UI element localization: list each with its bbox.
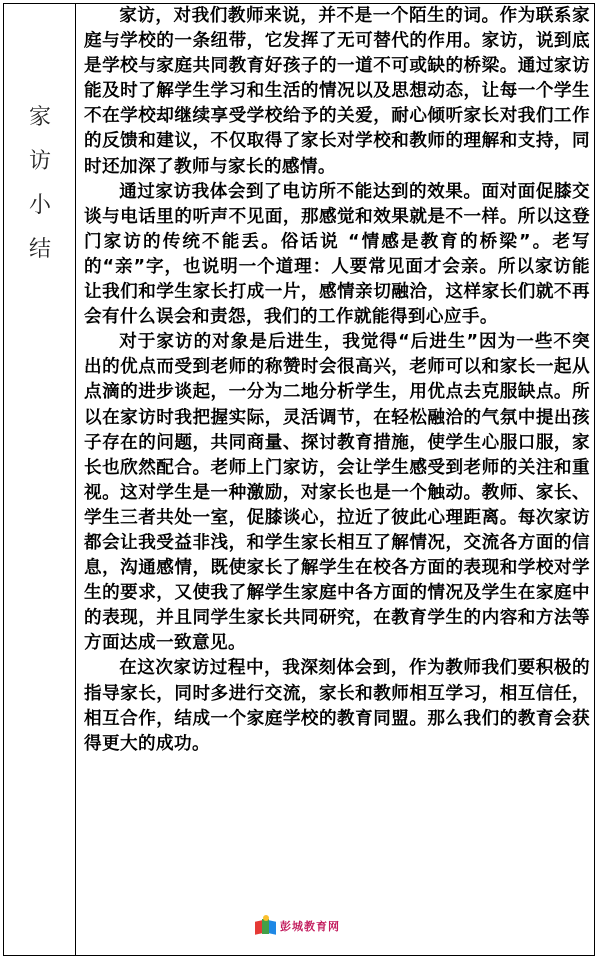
paragraph-1: 家访，对我们教师来说，并不是一个陌生的词。作为联系家庭与学校的一条纽带，它发挥了无可替代的作用。家访，说到底是学校与家庭共同教育好孩子的一道不可或缺的桥梁。通过家访能及时了解学生学习和生活的情况以及思想动态，让每一个学生不在学校却继续享受学校给予的关爱，耐心倾听家长对我们工作的反馈和建议，不仅取得了家长对学校和教师的理解和支持，同时还加深了教师与家长的感情。 bbox=[84, 6, 590, 177]
watermark-logo bbox=[255, 916, 340, 936]
label-column bbox=[4, 4, 76, 955]
watermark-text: 彭城教育网 bbox=[280, 920, 340, 933]
label-char: 家 bbox=[28, 105, 51, 130]
paragraph-3: 对于家访的对象是后进生，我觉得“后进生”因为一些不突出的优点而受到老师的称赞时会很高兴，老师可以和家长一起从点滴的进步谈起，一分为二地分析学生，用优点去克服缺点。所以在家访时我把握实际，灵活调节，在轻松融洽的气氛中提出孩子存在的问题，共同商量、探讨教育措施，使学生心服口服，家长也欣然配合。老师上门家访，会让学生感受到老师的关注和重视。这对学生是一种激励，对家长也是一个触动。教师、家长、学生三者共处一室，促膝谈心，拉近了彼此心理距离。每次家访都会让我受益非浅，和学生家长相互了解情况，交流各方面的信息，沟通感情，既使家长了解学生在校各方面的表现和学校对学生的要求，又使我了解学生家庭中各方面的情况及学生在家庭中的表现，并且同学生家长共同研究，在教育学生的内容和方法等方面达成一致意见。 bbox=[84, 332, 590, 654]
paragraph-4: 在这次家访过程中，我深刻体会到，作为教师我们要积极的指导家长，同时多进行交流，家长和教师相互学习，相互信任，相互合作，结成一个家庭学校的教育同盟。那么我们的教育会获得更大的成功。 bbox=[84, 658, 590, 754]
summary-table bbox=[3, 3, 595, 956]
label-char: 结 bbox=[28, 237, 51, 262]
label-char: 小 bbox=[28, 193, 51, 218]
book-logo-icon bbox=[255, 917, 277, 935]
section-label bbox=[4, 96, 76, 272]
label-char: 访 bbox=[28, 149, 51, 174]
content-column bbox=[84, 4, 590, 757]
paragraph-2: 通过家访我体会到了电访所不能达到的效果。面对面促膝交谈与电话里的听声不见面，那感觉和效果就是不一样。所以这登门家访的传统不能丢。俗话说 “情感是教育的桥梁”。老写的“亲”字，也说明一个道理：人要常见面才会亲。所以家访能让我们和学生家长打成一片，感情亲切融洽，这样家长们就不再会有什么误会和责怨，我们的工作就能得到心应手。 bbox=[84, 181, 590, 328]
